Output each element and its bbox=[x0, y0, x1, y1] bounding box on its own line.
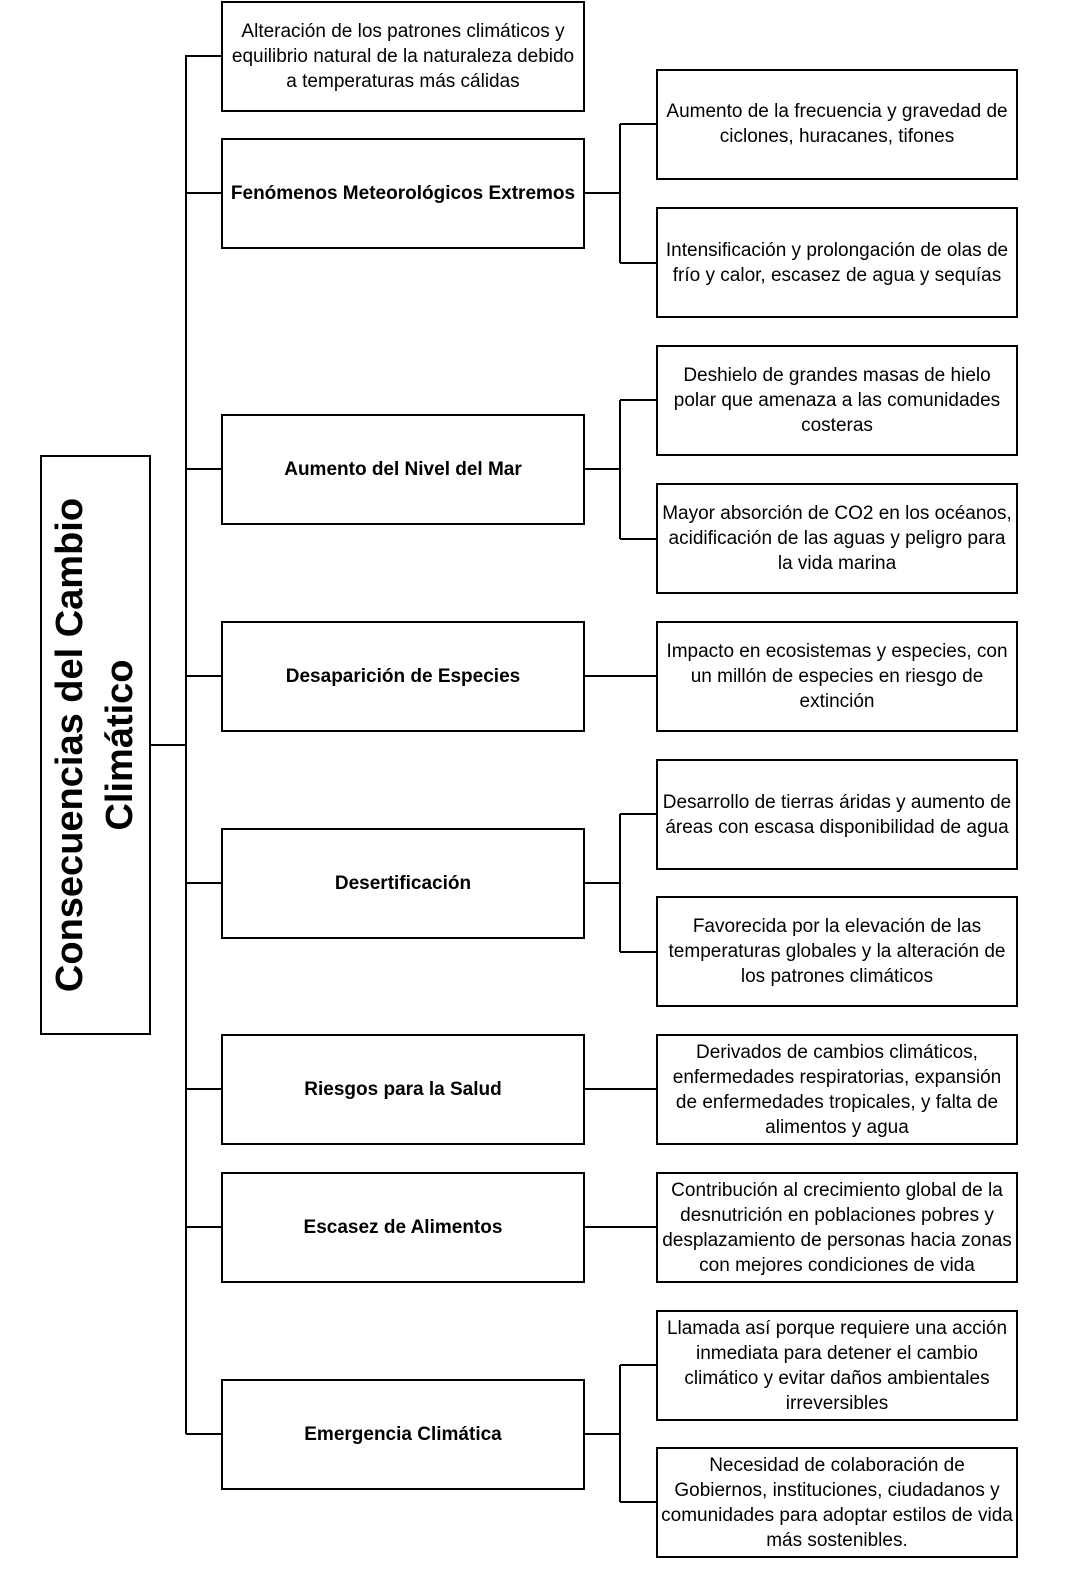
branch-label: Alteración de los patrones climáticos y equilibrio natural de la naturaleza debido a temperaturas más cálidas bbox=[231, 21, 575, 92]
root-node bbox=[40, 455, 151, 1035]
root-title bbox=[46, 498, 146, 992]
detail-node-salud-1 bbox=[656, 1034, 1018, 1145]
branch-node-desertificacion bbox=[221, 828, 585, 939]
detail-node-fenomenos-2 bbox=[656, 207, 1018, 318]
detail-node-emergencia-1 bbox=[656, 1310, 1018, 1421]
detail-text: Mayor absorción de CO2 en los océanos, acidificación de las aguas y peligro para la vida marina bbox=[662, 503, 1012, 574]
detail-text: Derivados de cambios climáticos, enfermedades respiratorias, expansión de enfermedades tropicales, y falta de alimentos y agua bbox=[672, 1041, 1002, 1138]
branch-node-nivel-mar bbox=[221, 414, 585, 525]
detail-node-desertificacion-1 bbox=[656, 759, 1018, 870]
branch-node-salud bbox=[221, 1034, 585, 1145]
detail-node-nivel-mar-2 bbox=[656, 483, 1018, 594]
detail-text: Impacto en ecosistemas y especies, con un millón de especies en riesgo de extinción bbox=[666, 641, 1008, 712]
branch-label: Aumento del Nivel del Mar bbox=[284, 458, 522, 480]
branch-label: Fenómenos Meteorológicos Extremos bbox=[230, 182, 576, 204]
detail-node-fenomenos-1 bbox=[656, 69, 1018, 180]
detail-text: Necesidad de colaboración de Gobiernos, instituciones, ciudadanos y comunidades para adoptar estilos de vida más sostenibles. bbox=[661, 1454, 1013, 1551]
branch-label: Desaparición de Especies bbox=[285, 665, 521, 687]
detail-node-alimentos-1 bbox=[656, 1172, 1018, 1283]
detail-text: Aumento de la frecuencia y gravedad de ciclones, huracanes, tifones bbox=[666, 101, 1008, 147]
detail-text: Deshielo de grandes masas de hielo polar que amenaza a las comunidades costeras bbox=[673, 365, 1001, 436]
detail-node-nivel-mar-1 bbox=[656, 345, 1018, 456]
detail-text: Intensificación y prolongación de olas de frío y calor, escasez de agua y sequías bbox=[665, 239, 1009, 286]
branch-node-emergencia bbox=[221, 1379, 585, 1490]
branch-label: Escasez de Alimentos bbox=[303, 1216, 503, 1238]
detail-node-emergencia-2 bbox=[656, 1447, 1018, 1558]
root-title-line-1: Consecuencias del Cambio bbox=[49, 497, 92, 993]
detail-text: Llamada así porque requiere una acción inmediata para detener el cambio climático y evitar daños ambientales irreversibles bbox=[666, 1317, 1008, 1414]
branch-label: Riesgos para la Salud bbox=[304, 1078, 502, 1100]
root-title-line-2: Climático bbox=[99, 659, 142, 831]
detail-node-desertificacion-2 bbox=[656, 896, 1018, 1007]
detail-node-especies-1 bbox=[656, 621, 1018, 732]
branch-node-especies bbox=[221, 621, 585, 732]
branch-node-alteracion bbox=[221, 1, 585, 112]
detail-text: Contribución al crecimiento global de la desnutrición en poblaciones pobres y desplazamiento de personas hacia zonas con mejores condiciones de vida bbox=[662, 1179, 1012, 1276]
branch-label: Emergencia Climática bbox=[304, 1423, 502, 1445]
branch-node-alimentos bbox=[221, 1172, 585, 1283]
detail-text: Favorecida por la elevación de las temperaturas globales y la alteración de los patrones climáticos bbox=[668, 916, 1006, 987]
branch-node-fenomenos bbox=[221, 138, 585, 249]
detail-text: Desarrollo de tierras áridas y aumento de áreas con escasa disponibilidad de agua bbox=[662, 791, 1012, 838]
branch-label: Desertificación bbox=[334, 872, 472, 894]
